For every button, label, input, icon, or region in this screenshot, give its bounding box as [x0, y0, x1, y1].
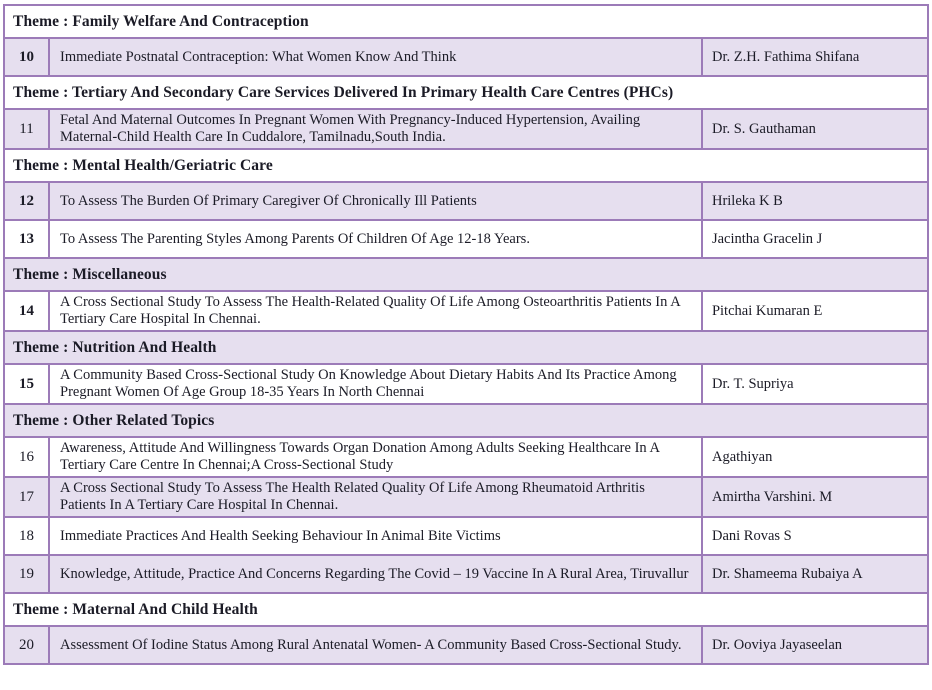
theme-label: Theme : Other Related Topics — [4, 404, 928, 437]
entry-title: Awareness, Attitude And Willingness Towards Organ Donation Among Adults Seeking Healthcare In A Tertiary Care Centre In Chennai;A Cross-Sectional Study — [49, 437, 702, 477]
entry-title: A Cross Sectional Study To Assess The Health-Related Quality Of Life Among Osteoarthritis Patients In A Tertiary Care Hospital In Chennai. — [49, 291, 702, 331]
presenter-name: Agathiyan — [702, 437, 928, 477]
presenter-name: Amirtha Varshini. M — [702, 477, 928, 517]
entry-title: A Cross Sectional Study To Assess The Health Related Quality Of Life Among Rheumatoid Arthritis Patients In A Tertiary Care Hospital In Chennai. — [49, 477, 702, 517]
program-table — [3, 4, 929, 665]
presenter-name: Dr. T. Supriya — [702, 364, 928, 404]
table-row — [4, 220, 928, 258]
presenter-name: Pitchai Kumaran E — [702, 291, 928, 331]
table-row — [4, 517, 928, 555]
entry-number: 18 — [4, 517, 49, 555]
entry-number: 13 — [4, 220, 49, 258]
presenter-name: Dr. S. Gauthaman — [702, 109, 928, 149]
table-row — [4, 555, 928, 593]
entry-number: 10 — [4, 38, 49, 76]
table-row — [4, 437, 928, 477]
entry-title: To Assess The Burden Of Primary Caregiver Of Chronically Ill Patients — [49, 182, 702, 220]
table-row — [4, 626, 928, 664]
entry-title: Knowledge, Attitude, Practice And Concerns Regarding The Covid – 19 Vaccine In A Rural Area, Tiruvallur — [49, 555, 702, 593]
table-row — [4, 38, 928, 76]
entry-title: Immediate Practices And Health Seeking Behaviour In Animal Bite Victims — [49, 517, 702, 555]
presenter-name: Dr. Z.H. Fathima Shifana — [702, 38, 928, 76]
entry-title: Fetal And Maternal Outcomes In Pregnant Women With Pregnancy-Induced Hypertension, Availing Maternal-Child Health Care In Cuddalore, Tamilnadu,South India. — [49, 109, 702, 149]
entry-title: To Assess The Parenting Styles Among Parents Of Children Of Age 12-18 Years. — [49, 220, 702, 258]
presenter-name: Hrileka K B — [702, 182, 928, 220]
theme-label: Theme : Nutrition And Health — [4, 331, 928, 364]
entry-number: 19 — [4, 555, 49, 593]
entry-title: Immediate Postnatal Contraception: What Women Know And Think — [49, 38, 702, 76]
theme-row — [4, 76, 928, 109]
entry-title: Assessment Of Iodine Status Among Rural Antenatal Women- A Community Based Cross-Sectional Study. — [49, 626, 702, 664]
table-row — [4, 109, 928, 149]
entry-number: 15 — [4, 364, 49, 404]
theme-label: Theme : Mental Health/Geriatric Care — [4, 149, 928, 182]
entry-number: 16 — [4, 437, 49, 477]
table-row — [4, 477, 928, 517]
theme-row — [4, 593, 928, 626]
entry-title: A Community Based Cross-Sectional Study On Knowledge About Dietary Habits And Its Practice Among Pregnant Women Of Age Group 18-35 Years In North Chennai — [49, 364, 702, 404]
entry-number: 12 — [4, 182, 49, 220]
theme-row — [4, 331, 928, 364]
theme-row — [4, 404, 928, 437]
theme-row — [4, 258, 928, 291]
presenter-name: Dani Rovas S — [702, 517, 928, 555]
table-row — [4, 182, 928, 220]
theme-label: Theme : Miscellaneous — [4, 258, 928, 291]
theme-label: Theme : Maternal And Child Health — [4, 593, 928, 626]
theme-row — [4, 5, 928, 38]
table-row — [4, 291, 928, 331]
entry-number: 11 — [4, 109, 49, 149]
presenter-name: Jacintha Gracelin J — [702, 220, 928, 258]
entry-number: 17 — [4, 477, 49, 517]
entry-number: 14 — [4, 291, 49, 331]
presenter-name: Dr. Shameema Rubaiya A — [702, 555, 928, 593]
theme-label: Theme : Family Welfare And Contraception — [4, 5, 928, 38]
program-table-body — [4, 5, 928, 664]
table-row — [4, 364, 928, 404]
theme-label: Theme : Tertiary And Secondary Care Services Delivered In Primary Health Care Centres (PHCs) — [4, 76, 928, 109]
presenter-name: Dr. Ooviya Jayaseelan — [702, 626, 928, 664]
entry-number: 20 — [4, 626, 49, 664]
theme-row — [4, 149, 928, 182]
